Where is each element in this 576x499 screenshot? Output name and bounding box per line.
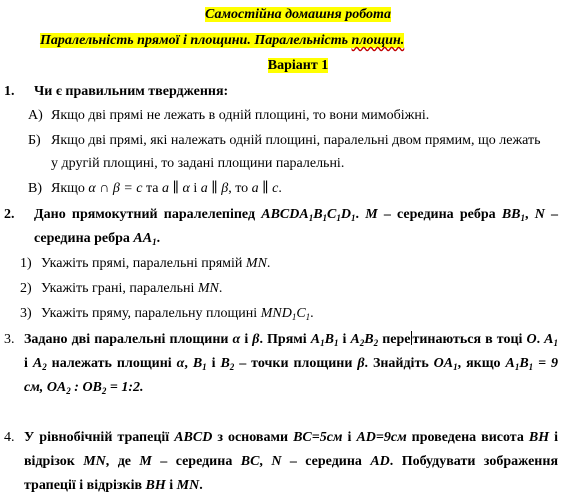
formula: a ∥ c bbox=[251, 181, 279, 196]
formula bbox=[434, 356, 458, 371]
text-run: B bbox=[313, 207, 323, 222]
text-run: Укажіть прямі, паралельні прямій bbox=[41, 256, 246, 271]
subscript: 2 bbox=[229, 362, 235, 372]
formula: AD bbox=[370, 454, 390, 469]
text-run: BB bbox=[501, 207, 521, 222]
q2-number: 2. bbox=[4, 207, 15, 222]
subscript: 1 bbox=[320, 338, 325, 348]
text-run: і bbox=[24, 356, 33, 371]
subtitle-misspelled-word: площин. bbox=[351, 33, 405, 48]
formula: MN bbox=[245, 256, 267, 271]
worksheet-title bbox=[0, 6, 576, 24]
text-run: . bbox=[355, 207, 366, 222]
formula: BH bbox=[528, 430, 550, 445]
text-run: A bbox=[310, 332, 321, 347]
q2-subtask-3-number: 3) bbox=[20, 306, 32, 321]
text-run: проведена висота bbox=[406, 430, 529, 445]
formula bbox=[505, 356, 533, 371]
text-run: . Побудувати зображення bbox=[389, 454, 559, 469]
formula: BC=5см bbox=[293, 430, 343, 445]
subscript: 1 bbox=[514, 362, 520, 372]
text-run: середина ребра bbox=[34, 231, 134, 246]
subscript: 1 bbox=[305, 312, 311, 322]
text-run: Дано прямокутний паралелепіпед bbox=[34, 207, 262, 222]
text-run: належать площині bbox=[46, 356, 177, 371]
formula: α bbox=[232, 332, 241, 347]
text-run: . bbox=[156, 231, 161, 246]
text-run: – середина bbox=[151, 454, 241, 469]
formula: = 9 bbox=[533, 356, 559, 371]
q4-text-line3 bbox=[24, 477, 203, 495]
q3-number: 3. bbox=[4, 332, 15, 347]
text-run: A bbox=[544, 332, 554, 347]
subtitle-part: Паралельність прямої і площини. Паралельність bbox=[40, 33, 352, 48]
formula: N bbox=[534, 207, 545, 222]
text-run: – середина bbox=[281, 454, 371, 469]
text-run: Якщо bbox=[51, 181, 89, 196]
text-run: A bbox=[32, 356, 43, 371]
q1-option-c-letter: В) bbox=[28, 181, 42, 196]
formula bbox=[133, 231, 156, 246]
subscript: 1 bbox=[202, 362, 207, 372]
text-run: – bbox=[544, 207, 559, 222]
text-run: . bbox=[536, 332, 545, 347]
formula bbox=[82, 380, 106, 395]
formula: M bbox=[365, 207, 378, 222]
text-run: B bbox=[220, 356, 230, 371]
q2-text-line2 bbox=[34, 230, 160, 248]
text-run: OA bbox=[433, 356, 454, 371]
q1-number: 1. bbox=[4, 84, 15, 99]
text-run: B bbox=[519, 356, 529, 371]
formula: MN bbox=[176, 478, 200, 493]
formula: MN bbox=[197, 281, 219, 296]
text-run: OA bbox=[46, 380, 67, 395]
title-text: Самостійна домашня робота bbox=[205, 7, 391, 22]
text-run: , bbox=[525, 207, 535, 222]
subscript: 2 bbox=[359, 338, 365, 348]
subscript: 1 bbox=[152, 237, 157, 247]
text-run: і bbox=[338, 332, 351, 347]
formula: a ∥ α bbox=[162, 181, 190, 196]
text-run: OB bbox=[82, 380, 102, 395]
text-run: , bbox=[259, 454, 272, 469]
formula bbox=[33, 356, 47, 371]
text-run: см, bbox=[24, 380, 47, 395]
subscript: 1 bbox=[308, 213, 314, 223]
text-run: Задано дві паралельні площини bbox=[24, 332, 233, 347]
worksheet-subtitle bbox=[40, 32, 404, 50]
formula: α ∩ β = c bbox=[88, 181, 143, 196]
text-run: . bbox=[199, 478, 203, 493]
text-run: – точки площини bbox=[234, 356, 358, 371]
text-run: AA bbox=[133, 231, 153, 246]
text-run: і bbox=[342, 430, 357, 445]
text-run: і bbox=[549, 430, 558, 445]
subtitle-text bbox=[40, 33, 404, 48]
subscript: 1 bbox=[333, 338, 339, 348]
formula: β bbox=[357, 356, 365, 371]
text-run: Укажіть грані, паралельні bbox=[41, 281, 198, 296]
variant-text: Варіант 1 bbox=[267, 58, 329, 73]
text-run: : bbox=[70, 380, 83, 395]
q1-option-b-text-line2: у другій площині, то задані площини паралельні. bbox=[51, 156, 345, 171]
subscript: 1 bbox=[553, 338, 558, 348]
formula bbox=[261, 306, 310, 321]
text-run: . bbox=[278, 181, 282, 196]
subscript: 1 bbox=[520, 213, 526, 223]
text-run: пере bbox=[378, 332, 411, 347]
text-run: відрізок bbox=[24, 454, 84, 469]
q2-subtask-2-text bbox=[41, 280, 222, 298]
subscript: 1 bbox=[291, 312, 297, 322]
subscript: 1 bbox=[351, 213, 356, 223]
text-run: . bbox=[310, 306, 314, 321]
formula: a ∥ β bbox=[200, 181, 229, 196]
variant-heading bbox=[0, 57, 576, 75]
subscript: 1 bbox=[322, 213, 328, 223]
q2-subtask-1-text bbox=[41, 255, 270, 273]
text-run: тинаються в тоці bbox=[412, 332, 527, 347]
q2-subtask-3-text bbox=[41, 305, 314, 323]
formula: β bbox=[252, 332, 260, 347]
formula bbox=[311, 332, 339, 347]
formula bbox=[350, 332, 378, 347]
q1-option-c-text bbox=[51, 180, 282, 198]
text-run: = 1:2. bbox=[106, 380, 144, 395]
text-run: – середина ребра bbox=[377, 207, 502, 222]
formula: M bbox=[139, 454, 152, 469]
subscript: 2 bbox=[42, 362, 47, 372]
text-run: C bbox=[327, 207, 337, 222]
q3-text-line3 bbox=[24, 379, 144, 397]
q3-text-line2 bbox=[24, 355, 558, 373]
text-run: і bbox=[189, 181, 201, 196]
q2-subtask-2-number: 2) bbox=[20, 281, 32, 296]
text-run: B bbox=[324, 332, 334, 347]
q4-text-line1 bbox=[24, 429, 558, 447]
text-run: та bbox=[142, 181, 163, 196]
text-run: , то bbox=[228, 181, 252, 196]
q1-option-b-letter: Б) bbox=[28, 133, 41, 148]
q2-text-line1 bbox=[34, 206, 558, 224]
text-run: B bbox=[192, 356, 203, 371]
q1-option-a-letter: А) bbox=[28, 108, 43, 123]
text-run: з основами bbox=[212, 430, 294, 445]
formula: O bbox=[526, 332, 537, 347]
text-run: C bbox=[296, 306, 306, 321]
q1-option-b-text-line1: Якщо дві прямі, які належать одній площині, паралельні двом прямим, що лежать bbox=[51, 133, 541, 148]
text-run: У рівнобічній трапеції bbox=[24, 430, 175, 445]
text-run: MND bbox=[260, 306, 292, 321]
subscript: 2 bbox=[101, 386, 107, 396]
subscript: 1 bbox=[336, 213, 341, 223]
text-run: , bbox=[184, 356, 193, 371]
text-run: . Знайдіть bbox=[364, 356, 434, 371]
text-run: і bbox=[206, 356, 221, 371]
q1-option-a-text: Якщо дві прямі не лежать в одній площині, то вони мимобіжні. bbox=[51, 108, 430, 123]
text-run: і bbox=[165, 478, 177, 493]
subscript: 2 bbox=[373, 338, 379, 348]
formula: BH bbox=[145, 478, 166, 493]
text-run: . bbox=[218, 281, 223, 296]
text-run: , якщо bbox=[457, 356, 506, 371]
subscript: 1 bbox=[453, 362, 458, 372]
text-run: D bbox=[340, 207, 352, 222]
q1-text: Чи є правильним твердження: bbox=[34, 84, 229, 99]
subscript: 2 bbox=[66, 386, 71, 396]
formula bbox=[261, 207, 355, 222]
text-run: B bbox=[364, 332, 374, 347]
formula bbox=[502, 207, 525, 222]
q3-text-line1 bbox=[24, 331, 558, 349]
text-run: . bbox=[266, 256, 271, 271]
q2-subtask-1-number: 1) bbox=[20, 256, 32, 271]
formula bbox=[47, 380, 71, 395]
text-run: ABCDA bbox=[261, 207, 309, 222]
q4-number: 4. bbox=[4, 430, 15, 445]
text-run: і bbox=[240, 332, 253, 347]
formula bbox=[193, 356, 207, 371]
formula bbox=[220, 356, 234, 371]
formula bbox=[544, 332, 558, 347]
formula: ABCD bbox=[174, 430, 213, 445]
q4-text-line2 bbox=[24, 453, 558, 471]
formula: BC bbox=[240, 454, 260, 469]
text-run: A bbox=[505, 356, 515, 371]
formula: MN bbox=[83, 454, 106, 469]
text-run: Укажіть пряму, паралельну площині bbox=[41, 306, 261, 321]
formula: α bbox=[176, 356, 185, 371]
subscript: 1 bbox=[528, 362, 534, 372]
text-run: трапеції і відрізків bbox=[24, 478, 146, 493]
text-run: A bbox=[350, 332, 360, 347]
formula: AD=9см bbox=[356, 430, 407, 445]
text-run: . Прямі bbox=[259, 332, 311, 347]
text-run: , де bbox=[105, 454, 140, 469]
formula: N bbox=[271, 454, 282, 469]
